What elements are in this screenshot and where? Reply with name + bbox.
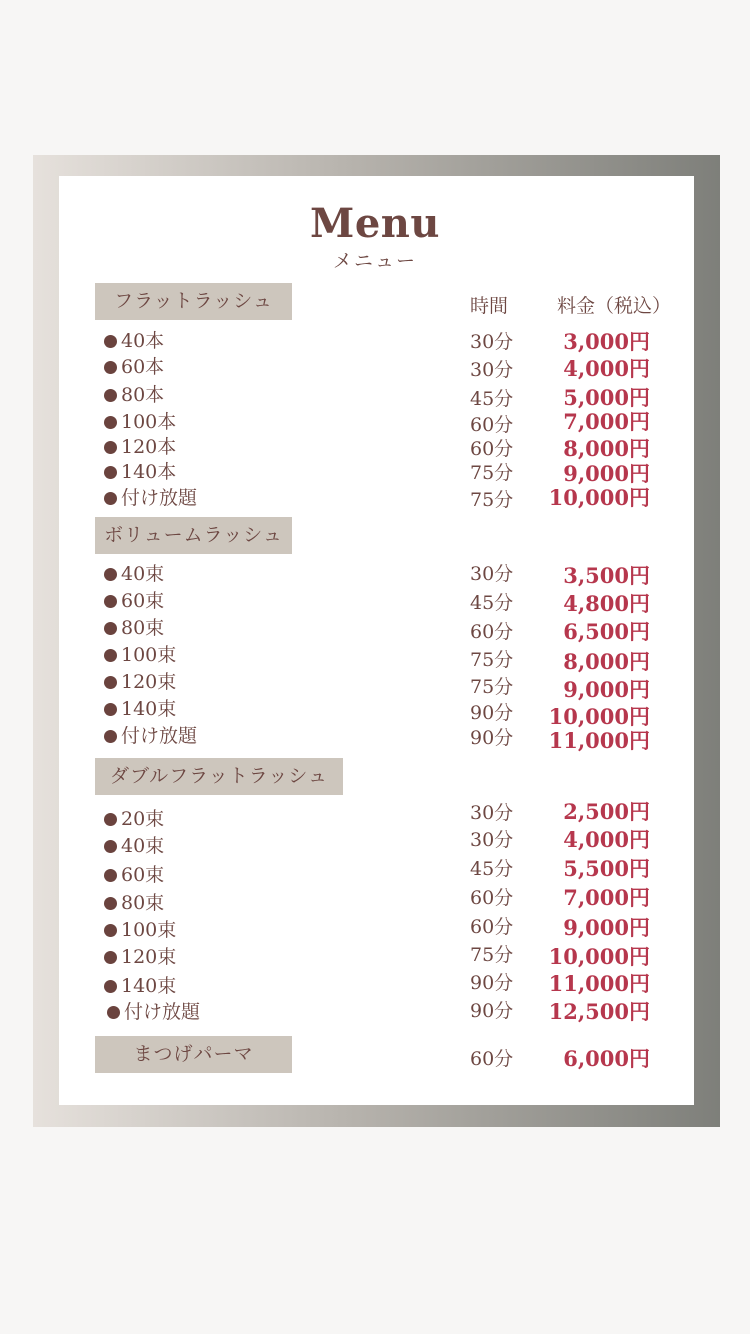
item-price: 11,000円 [548,971,650,996]
item-time: 45分 [470,388,514,410]
item-price: 3,000円 [563,329,650,354]
item-price: 10,000円 [548,704,650,729]
section-label-double-flat-lash: ダブルフラットラッシュ [95,758,343,795]
bullet-icon [104,595,117,608]
menu-item: 付け放題 [104,721,197,748]
bullet-icon [104,980,117,993]
item-price: 12,500円 [548,999,650,1024]
bullet-icon [104,924,117,937]
menu-item: 40本 [104,326,164,353]
item-price: 4,000円 [563,827,650,852]
item-time: 90分 [470,1000,514,1022]
bullet-icon [104,730,117,743]
menu-item: 80本 [104,380,164,407]
item-time: 60分 [470,916,514,938]
menu-item: 20束 [104,804,164,831]
item-price: 7,000円 [563,885,650,910]
menu-item: 80束 [104,613,164,640]
menu-item: 120束 [104,942,176,969]
menu-item: 40束 [104,831,164,858]
item-price: 5,000円 [563,385,650,410]
bullet-icon [104,416,117,429]
item-time: 90分 [470,702,514,724]
item-price: 10,000円 [548,944,650,969]
menu-item: 付け放題 [107,997,200,1024]
item-time: 45分 [470,858,514,880]
menu-item: 100束 [104,915,176,942]
item-time: 90分 [470,727,514,749]
page-title: Menu [310,200,440,247]
bullet-icon [104,676,117,689]
bullet-icon [104,869,117,882]
item-price: 9,000円 [563,461,650,486]
section-label-lash-perm: まつげパーマ [95,1036,292,1073]
item-time: 75分 [470,649,514,671]
item-time: 90分 [470,972,514,994]
item-time: 45分 [470,592,514,614]
item-price: 10,000円 [548,485,650,510]
bullet-icon [107,1006,120,1019]
time-column-header: 時間 [470,295,509,317]
item-price: 11,000円 [548,728,650,753]
bullet-icon [104,649,117,662]
menu-item: 140束 [104,971,176,998]
item-time: 30分 [470,829,514,851]
bullet-icon [104,441,117,454]
item-price: 3,500円 [563,563,650,588]
menu-item: 100束 [104,640,176,667]
item-price: 9,000円 [563,677,650,702]
bullet-icon [104,703,117,716]
bullet-icon [104,568,117,581]
menu-item: 付け放題 [104,483,197,510]
item-time: 75分 [470,676,514,698]
item-time: 60分 [470,414,514,436]
item-time: 30分 [470,563,514,585]
menu-item: 60束 [104,586,164,613]
item-time: 75分 [470,462,514,484]
item-price: 4,800円 [563,591,650,616]
item-time: 60分 [470,887,514,909]
item-time: 75分 [470,489,514,511]
page-subtitle: メニュー [332,250,417,272]
bullet-icon [104,897,117,910]
bullet-icon [104,466,117,479]
bullet-icon [104,840,117,853]
menu-item: 120束 [104,667,176,694]
menu-item: 140束 [104,694,176,721]
item-time: 30分 [470,359,514,381]
item-time: 60分 [470,1048,514,1070]
item-price: 7,000円 [563,409,650,434]
section-label-volume-lash: ボリュームラッシュ [95,517,292,554]
item-price: 8,000円 [563,436,650,461]
bullet-icon [104,335,117,348]
item-time: 60分 [470,621,514,643]
item-price: 5,500円 [563,856,650,881]
item-time: 75分 [470,944,514,966]
bullet-icon [104,951,117,964]
item-price: 6,000円 [563,1046,650,1071]
menu-item: 60本 [104,352,164,379]
menu-item: 80束 [104,888,164,915]
section-label-flat-lash: フラットラッシュ [95,283,292,320]
bullet-icon [104,492,117,505]
bullet-icon [104,389,117,402]
item-price: 8,000円 [563,649,650,674]
bullet-icon [104,622,117,635]
menu-item: 140本 [104,457,176,484]
menu-item: 100本 [104,407,176,434]
item-price: 9,000円 [563,915,650,940]
menu-item: 40束 [104,559,164,586]
item-price: 4,000円 [563,356,650,381]
item-price: 6,500円 [563,619,650,644]
item-time: 30分 [470,802,514,824]
price-column-header: 料金（税込） [557,295,672,317]
bullet-icon [104,813,117,826]
bullet-icon [104,361,117,374]
item-time: 30分 [470,331,514,353]
menu-item: 60束 [104,860,164,887]
item-price: 2,500円 [563,799,650,824]
menu-item: 120本 [104,432,176,459]
item-time: 60分 [470,438,514,460]
